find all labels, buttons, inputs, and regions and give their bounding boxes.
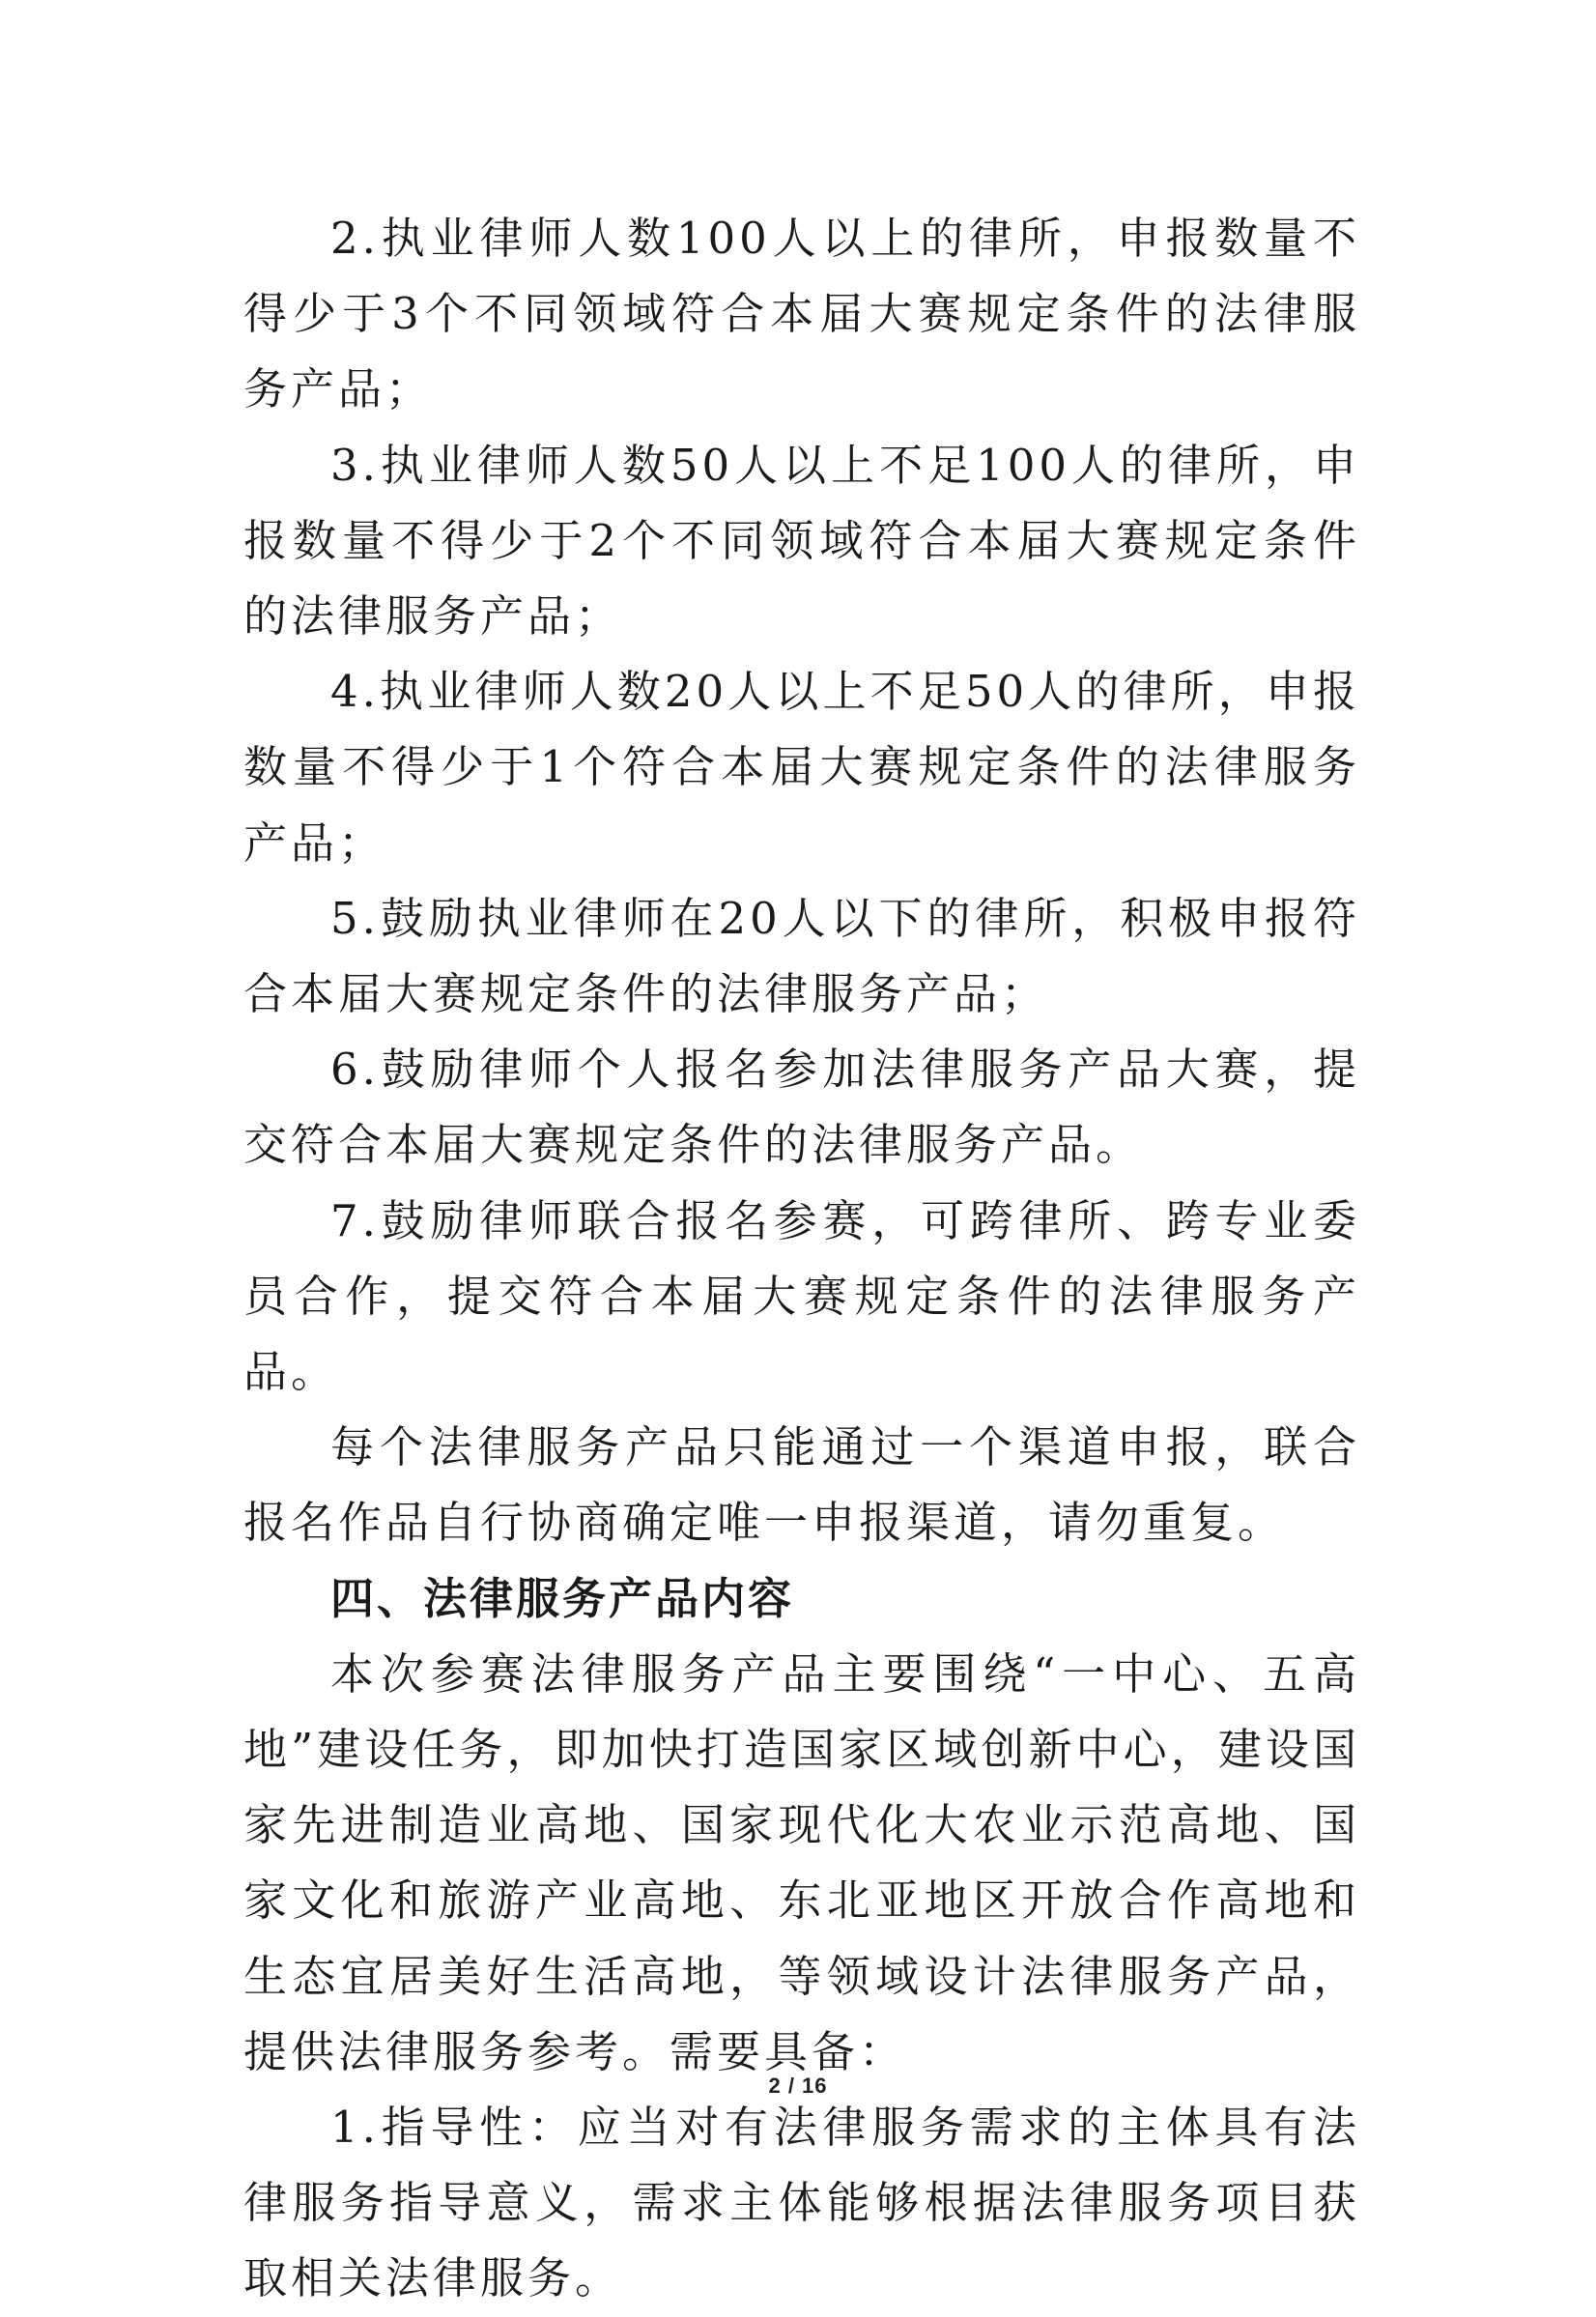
paragraph-item-7: 7.鼓励律师联合报名参赛，可跨律所、跨专业委员合作，提交符合本届大赛规定条件的法律服务产品。 bbox=[243, 1194, 1360, 1398]
document-body bbox=[243, 201, 1360, 2317]
section-heading: 四、法律服务产品内容 bbox=[330, 1572, 795, 1624]
paragraph-item-4: 4.执业律师人数20人以上不足50人的律所，申报数量不得少于1个符合本届大赛规定条件的法律服务产品； bbox=[243, 666, 1360, 869]
page-number: 2 / 16 bbox=[768, 2074, 828, 2098]
paragraph-section-intro: 本次参赛法律服务产品主要围绕“一中心、五高地”建设任务，即加快打造国家区域创新中心，建设国家先进制造业高地、国家现代化大农业示范高地、国家文化和旅游产业高地、东北亚地区开放合作高地和生态宜居美好生活高地，等领域设计法律服务产品，提供法律服务参考。需要具备： bbox=[243, 1647, 1360, 2077]
paragraph-submission-note: 每个法律服务产品只能通过一个渠道申报，联合报名作品自行协商确定唯一申报渠道，请勿重复。 bbox=[243, 1421, 1360, 1549]
paragraph-item-6: 6.鼓励律师个人报名参加法律服务产品大赛，提交符合本届大赛规定条件的法律服务产品。 bbox=[243, 1044, 1360, 1171]
paragraph-item-3: 3.执业律师人数50人以上不足100人的律所，申报数量不得少于2个不同领域符合本届大赛规定条件的法律服务产品； bbox=[243, 439, 1360, 643]
paragraph-item-2: 2.执业律师人数100人以上的律所，申报数量不得少于3个不同领域符合本届大赛规定条件的法律服务产品； bbox=[243, 213, 1360, 415]
paragraph-item-5: 5.鼓励执业律师在20人以下的律所，积极申报符合本届大赛规定条件的法律服务产品； bbox=[243, 892, 1360, 1020]
paragraph-guidance: 1.指导性：应当对有法律服务需求的主体具有法律服务指导意义，需求主体能够根据法律服务项目获取相关法律服务。 bbox=[243, 2102, 1360, 2304]
